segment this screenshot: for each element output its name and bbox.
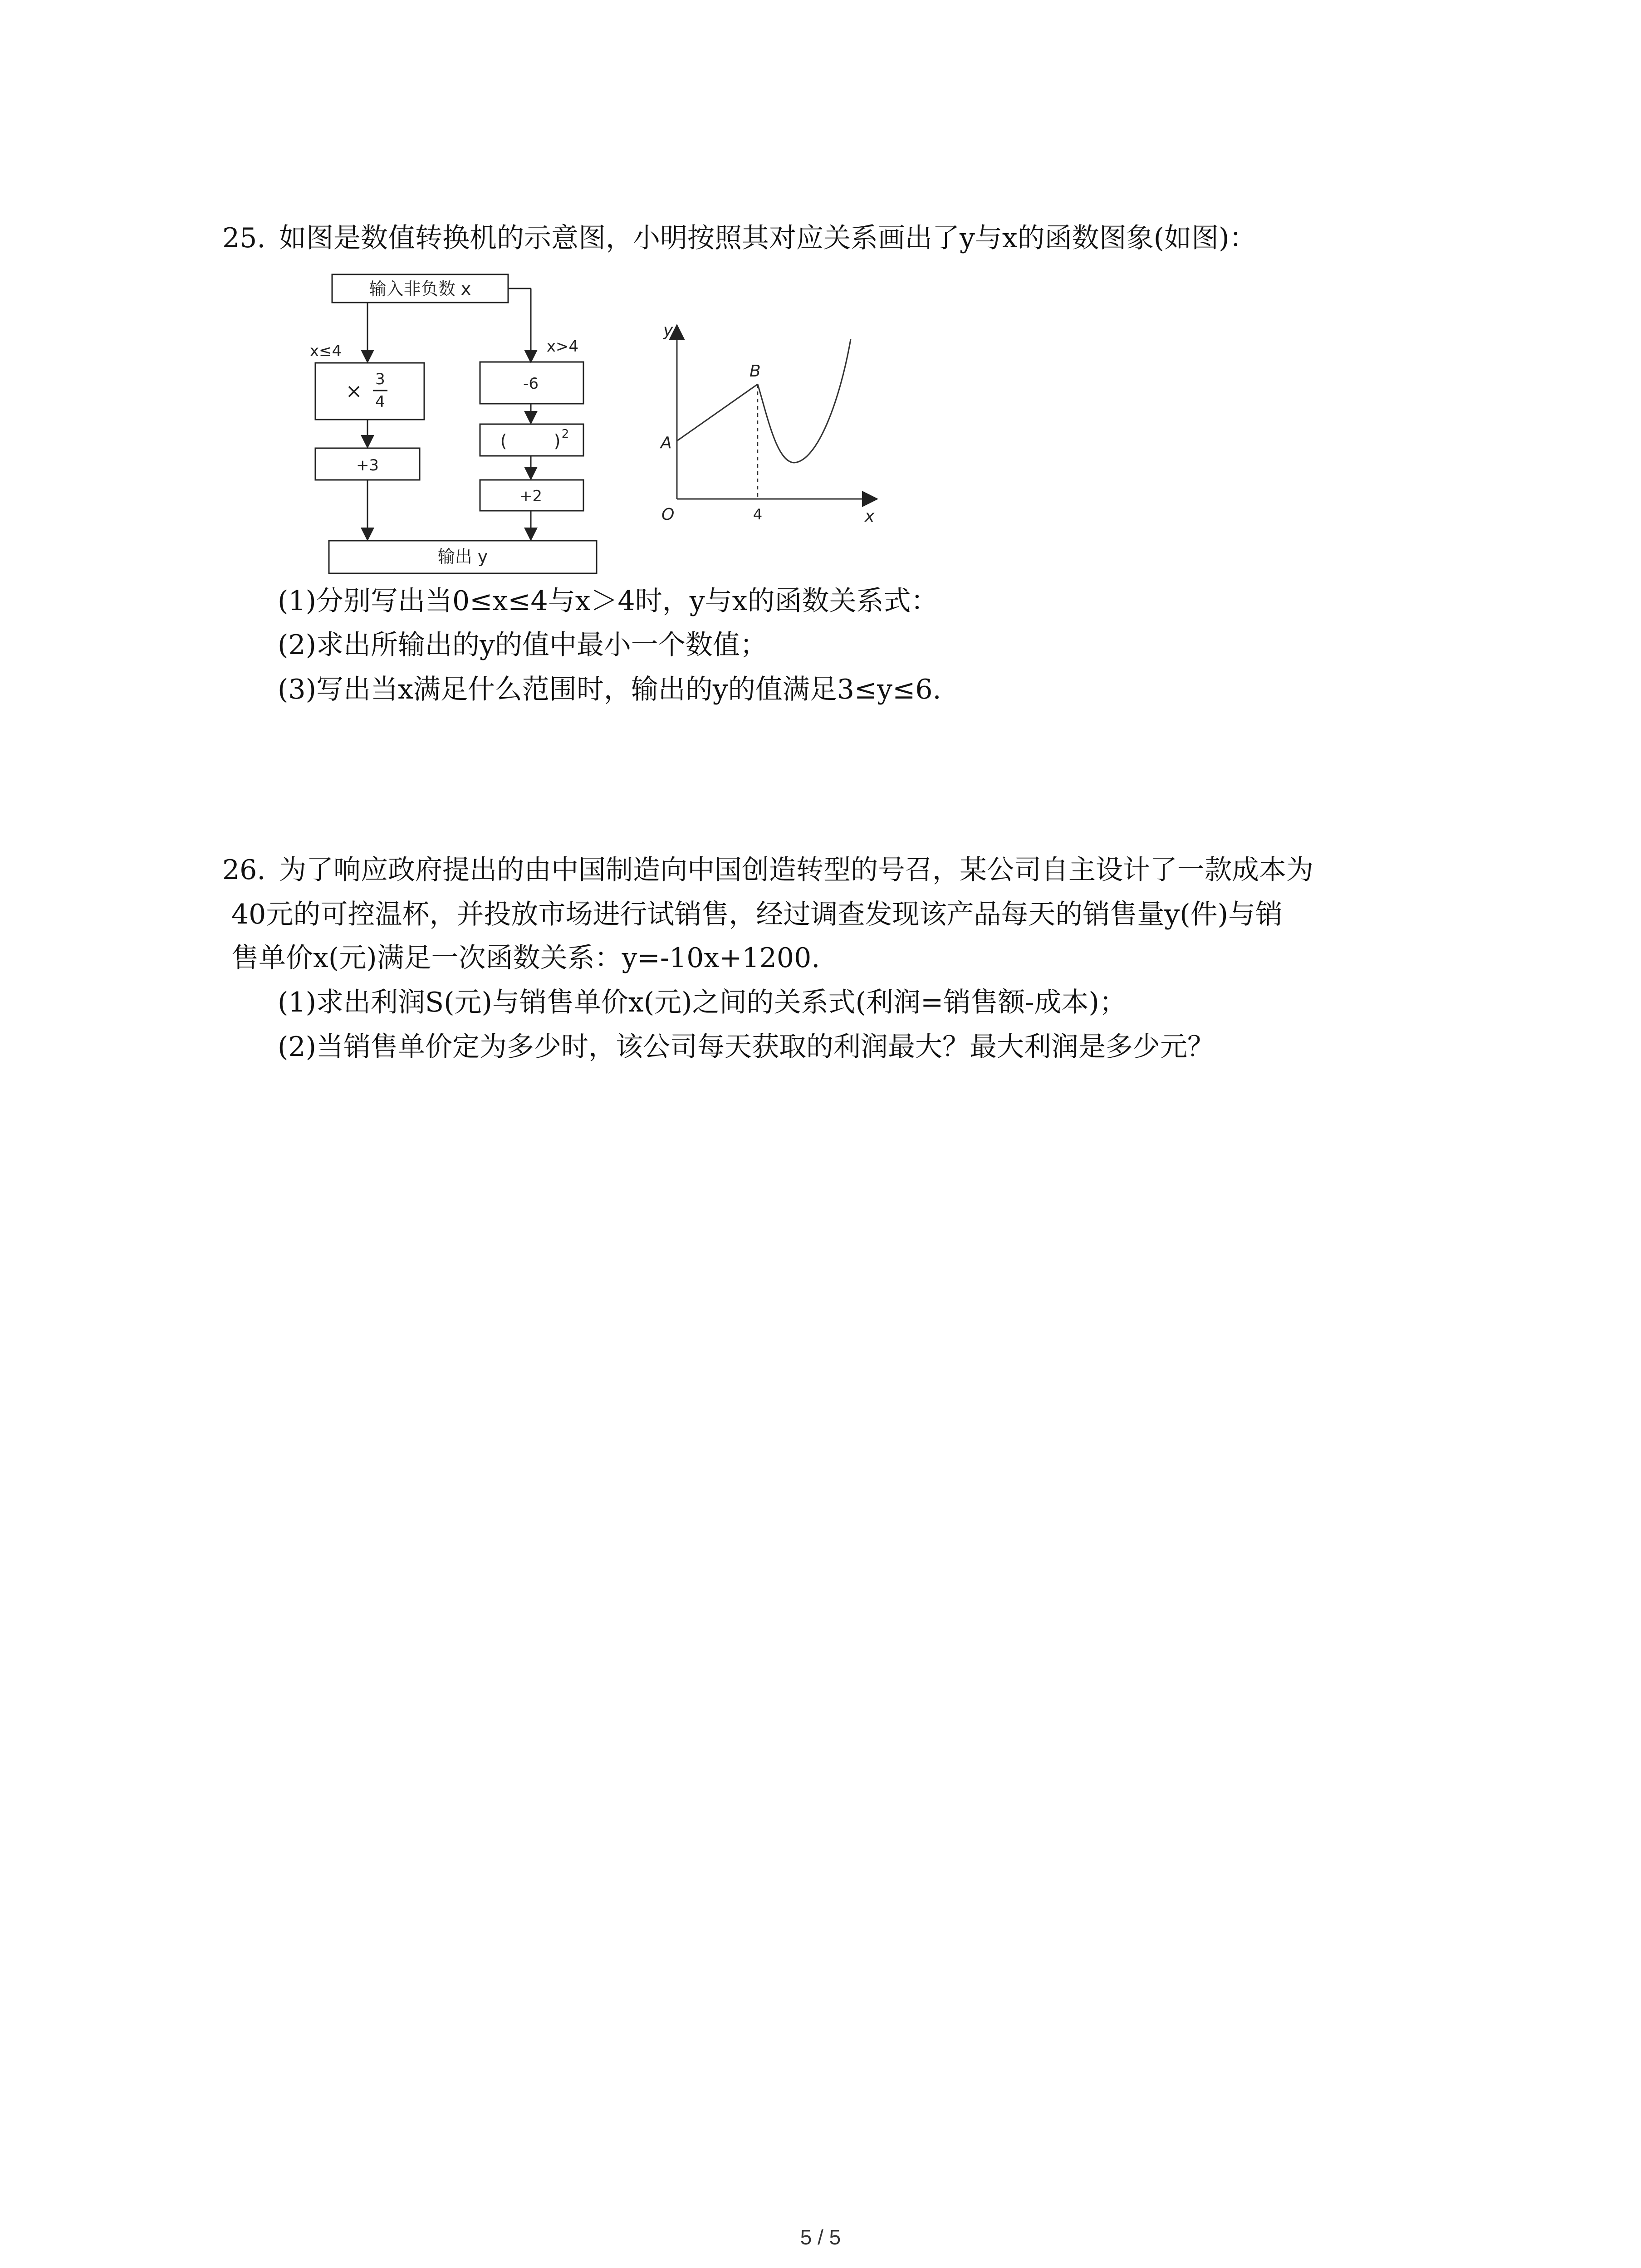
flow-right-add2: +2 [519, 487, 543, 505]
graph-point-a-label: A [661, 434, 672, 452]
flowchart [290, 270, 617, 585]
question-25-stem: 如图是数值转换机的示意图，小明按照其对应关系画出了y与x的函数图象(如图)： [279, 222, 1257, 254]
flow-left-add3: +3 [356, 456, 379, 474]
question-26-part-1: (1)求出利润S(元)与销售单价x(元)之间的关系式(利润=销售额-成本)； [278, 987, 1127, 1018]
flow-multiply-sign: × [345, 380, 362, 403]
flow-right-paren-close: ) [554, 431, 561, 451]
graph-origin-label: O [661, 505, 675, 524]
flow-output-label: 输出 y [437, 547, 488, 567]
question-26-part-2: (2)当销售单价定为多少时，该公司每天获取的利润最大？最大利润是多少元？ [278, 1031, 1215, 1063]
question-25-part-3: (3)写出当x满足什么范围时，输出的y的值满足3≤y≤6. [278, 674, 941, 705]
flow-fraction-denominator: 4 [375, 393, 385, 411]
graph-x-axis-label: x [865, 507, 875, 526]
question-25-number: 25. [222, 222, 266, 254]
question-26-line-1: 为了响应政府提出的由中国制造向中国创造转型的号召，某公司自主设计了一款成本为 [279, 854, 1313, 886]
graph-y-axis-label: y [663, 321, 673, 340]
question-26-line-3: 售单价x(元)满足一次函数关系：y=-10x+1200. [231, 942, 820, 974]
flow-input-label: 输入非负数 x [369, 279, 471, 299]
flow-right-exponent: 2 [561, 427, 569, 441]
flow-fraction-numerator: 3 [375, 370, 385, 388]
page-number: 5 / 5 [800, 2225, 841, 2249]
flow-left-condition: x≤4 [309, 342, 342, 360]
function-graph [644, 313, 898, 533]
question-26-line-2: 40元的可控温杯，并投放市场进行试销售，经过调查发现该产品每天的销售量y(件)与销 [231, 899, 1283, 930]
flow-right-paren-open: ( [500, 431, 507, 451]
flow-right-condition: x>4 [546, 337, 579, 356]
question-25-part-1: (1)分别写出当0≤x≤4与x＞4时，y与x的函数关系式： [278, 585, 938, 617]
graph-x-tick-4: 4 [753, 506, 763, 523]
graph-point-b-label: B [749, 362, 761, 381]
question-25-part-2: (2)求出所输出的y的值中最小一个数值； [278, 629, 767, 661]
flow-right-sub6: -6 [523, 375, 539, 393]
question-26-number: 26. [222, 854, 266, 886]
